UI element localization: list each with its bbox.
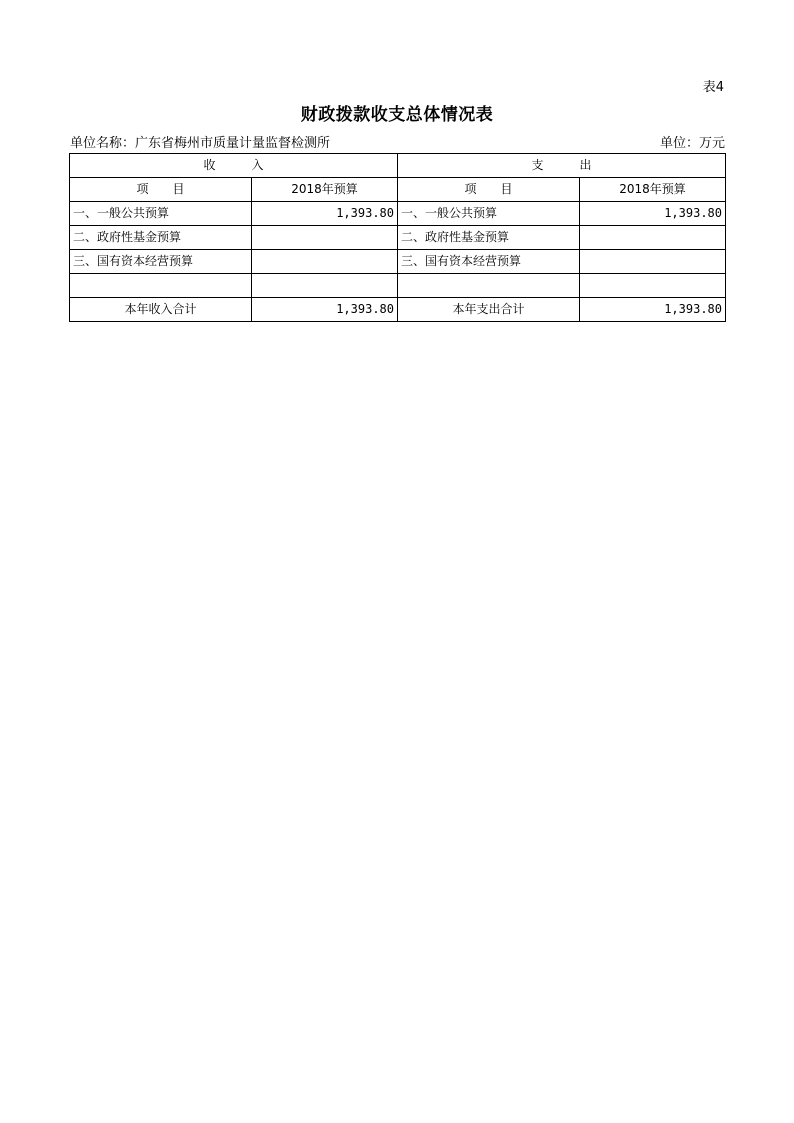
expense-value: 1,393.80: [580, 202, 726, 226]
expense-item: 三、国有资本经营预算: [398, 250, 580, 274]
expense-item-header: 项 目: [398, 178, 580, 202]
column-header-row: [70, 178, 726, 202]
income-item-header: 项 目: [70, 178, 252, 202]
expense-total-label: 本年支出合计: [398, 298, 580, 322]
money-unit: 单位：万元: [659, 136, 725, 151]
budget-table: [69, 153, 726, 322]
expense-item: 一、一般公共预算: [398, 202, 580, 226]
income-item: 三、国有资本经营预算: [70, 250, 252, 274]
expense-value: [580, 250, 726, 274]
total-row: [70, 298, 726, 322]
meta-line: [70, 132, 725, 150]
income-item: 一、一般公共预算: [70, 202, 252, 226]
table-row: [70, 274, 726, 298]
expense-total-value: 1,393.80: [580, 298, 726, 322]
expense-item: [398, 274, 580, 298]
income-value: 1,393.80: [252, 202, 398, 226]
table-row: [70, 250, 726, 274]
expense-value: [580, 274, 726, 298]
expense-item: 二、政府性基金预算: [398, 226, 580, 250]
table-row: [70, 226, 726, 250]
income-header: 收 入: [70, 154, 398, 178]
income-total-label: 本年收入合计: [70, 298, 252, 322]
income-value: [252, 226, 398, 250]
table-row: [70, 202, 726, 226]
income-item: 二、政府性基金预算: [70, 226, 252, 250]
income-value: [252, 250, 398, 274]
expense-budget-header: 2018年预算: [580, 178, 726, 202]
income-item: [70, 274, 252, 298]
unit-name: 单位名称：广东省梅州市质量计量监督检测所: [70, 136, 331, 151]
page-title: 财政拨款收支总体情况表: [300, 105, 494, 125]
expense-value: [580, 226, 726, 250]
income-value: [252, 274, 398, 298]
section-header-row: [70, 154, 726, 178]
income-budget-header: 2018年预算: [252, 178, 398, 202]
income-total-value: 1,393.80: [252, 298, 398, 322]
expense-header: 支 出: [398, 154, 726, 178]
table-number: 表4: [702, 80, 724, 95]
